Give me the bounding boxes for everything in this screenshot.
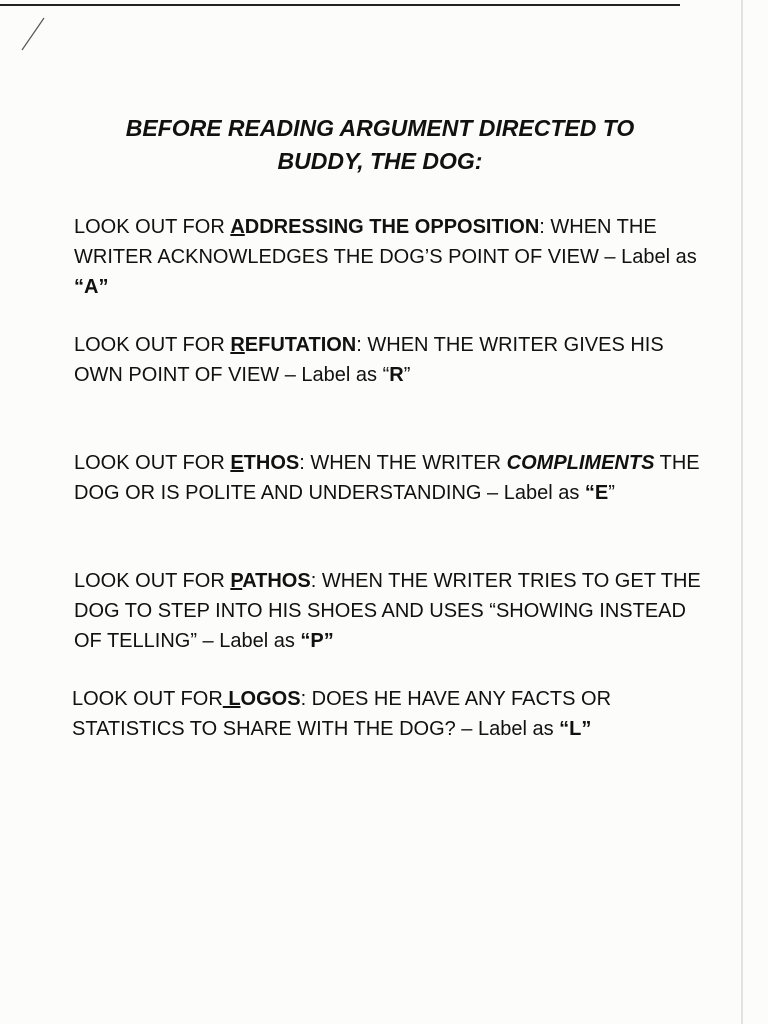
item-term <box>230 452 299 474</box>
item-emphasis: COMPLIMENTS <box>506 452 655 474</box>
item-label: R <box>389 364 404 386</box>
instruction-addressing-opposition <box>74 212 714 302</box>
instruction-logos <box>72 684 712 744</box>
item-description: DOES HE HAVE ANY FACTS OR STATISTICS TO SHARE WITH THE DOG? – Label as <box>72 688 612 740</box>
item-colon: : <box>299 452 305 474</box>
item-term <box>223 688 301 710</box>
scan-top-edge-line <box>0 4 680 6</box>
term-initial: L <box>222 688 241 710</box>
item-description: WHEN THE WRITER ACKNOWLEDGES THE DOG’S POINT OF VIEW – Label as <box>74 216 697 268</box>
item-label-close: ” <box>608 482 615 504</box>
term-rest: OGOS <box>240 688 301 710</box>
term-initial: A <box>230 216 245 238</box>
item-colon: : <box>310 570 317 592</box>
item-term <box>230 334 356 356</box>
instruction-ethos <box>74 448 714 508</box>
item-description-after: THE DOG OR IS POLITE AND UNDERSTANDING – Label as <box>74 452 700 504</box>
item-label-close: ” <box>403 364 411 386</box>
term-rest: EFUTATION <box>244 334 357 356</box>
instruction-refutation <box>74 330 714 390</box>
term-rest: ATHOS <box>242 570 311 592</box>
item-lead: LOOK OUT FOR <box>74 216 231 238</box>
item-lead: LOOK OUT FOR <box>74 452 231 474</box>
item-label: “L” <box>559 718 592 740</box>
item-lead: LOOK OUT FOR <box>74 570 231 592</box>
item-colon: : <box>539 216 545 238</box>
instruction-pathos <box>74 566 714 656</box>
item-description-before: WHEN THE WRITER <box>304 452 507 474</box>
term-rest: THOS <box>243 452 300 474</box>
term-rest: DDRESSING THE OPPOSITION <box>244 216 540 238</box>
item-colon: : <box>356 334 362 356</box>
term-initial: R <box>230 334 245 356</box>
page-title: BEFORE READING ARGUMENT DIRECTED TO BUDDY, THE DOG: <box>125 115 635 174</box>
item-label: “P” <box>300 630 334 652</box>
item-description: WHEN THE WRITER TRIES TO GET THE DOG TO STEP INTO HIS SHOES AND USES “SHOWING INSTEAD OF TELLING” – Label as <box>74 570 701 652</box>
item-description: WHEN THE WRITER GIVES HIS OWN POINT OF VIEW – Label as “ <box>74 334 664 386</box>
item-label: “A” <box>74 276 109 298</box>
item-term <box>230 570 310 592</box>
item-lead: LOOK OUT FOR <box>72 688 223 710</box>
term-initial: P <box>230 570 243 592</box>
item-lead: LOOK OUT FOR <box>74 334 231 356</box>
item-label: “E <box>584 482 609 504</box>
term-initial: E <box>230 452 244 474</box>
scan-right-edge-line <box>741 0 743 1024</box>
item-term <box>230 216 539 238</box>
item-colon: : <box>300 688 307 710</box>
pen-stroke-mark <box>12 14 48 62</box>
